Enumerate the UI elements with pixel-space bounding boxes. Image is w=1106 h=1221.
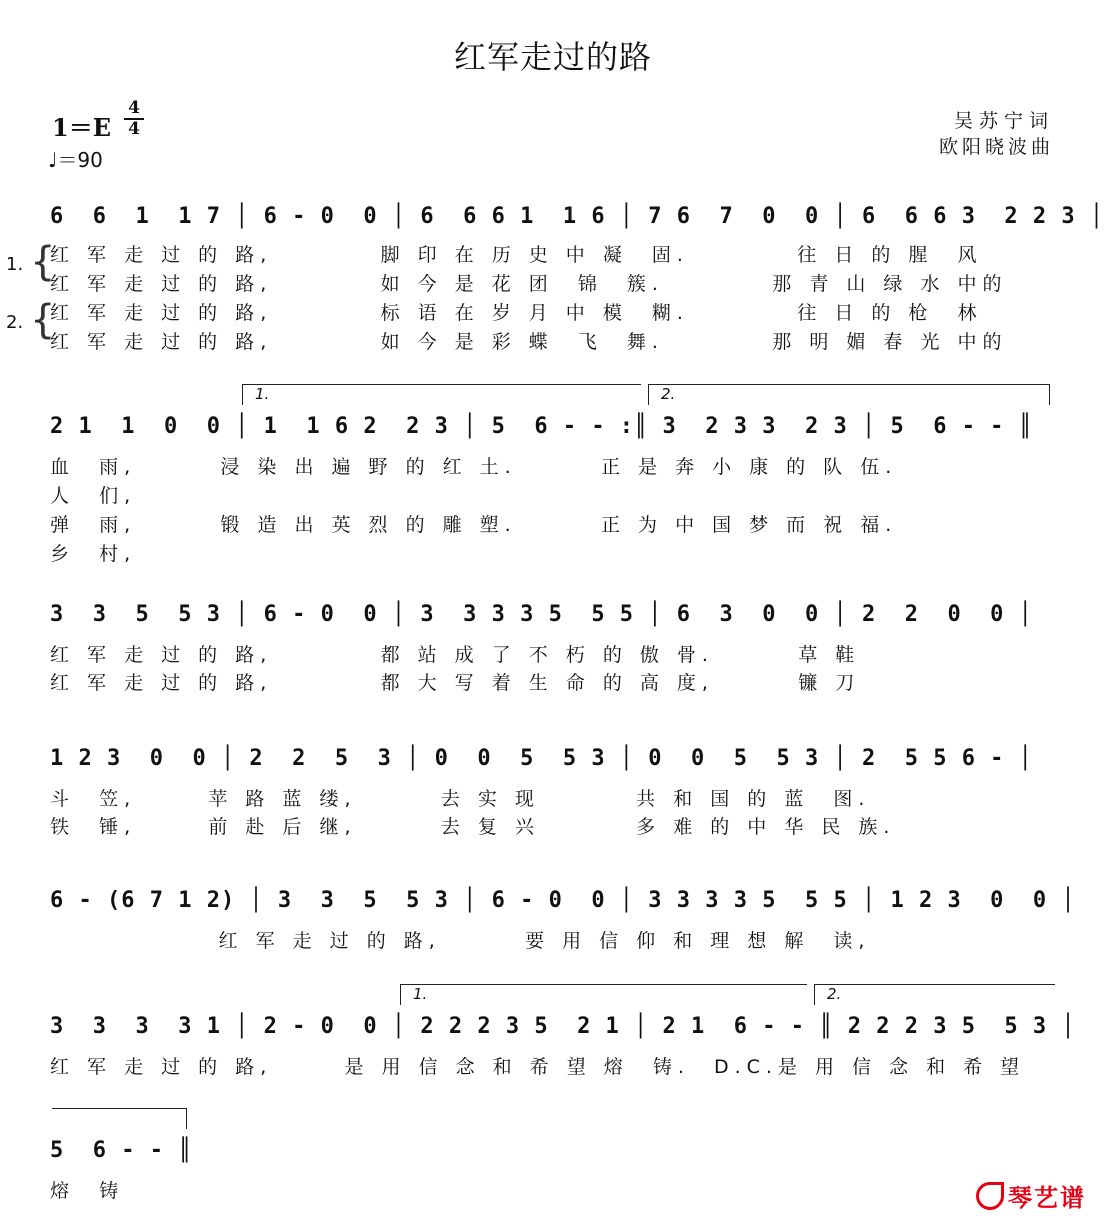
- lyric-line: 红 军 走 过 的 路, 都 大 写 着 生 命 的 高 度, 镰 刀: [50, 672, 861, 694]
- volta-bracket-1: [242, 384, 641, 405]
- lyric-line: 血 雨, 浸 染 出 遍 野 的 红 土. 正 是 奔 小 康 的 队 伍.: [50, 456, 898, 478]
- lyric-line: 弹 雨, 锻 造 出 英 烈 的 雕 塑. 正 为 中 国 梦 而 祝 福.: [50, 514, 898, 536]
- notation-line: 6 6 1 1 7 │ 6 - 0 0 │ 6 6 6 1 1 6 │ 7 6 7 0 0 │ 6 6 6 3 2 2 3 │: [50, 204, 1105, 229]
- lyric-line: 红 军 走 过 的 路, 如 今 是 花 团 锦 簇. 那 青 山 绿 水 中的: [50, 273, 1008, 295]
- verse-label-2: 2.: [6, 312, 24, 333]
- verse-brace-icon: {: [30, 239, 56, 285]
- lyric-line: 乡 村,: [50, 543, 137, 565]
- time-signature-bottom: 4: [128, 119, 140, 139]
- notation-line: 3 3 3 3 1 │ 2 - 0 0 │ 2 2 2 3 5 2 1 │ 2 1 6 - - ║ 2 2 2 3 5 5 3 │: [50, 1014, 1076, 1039]
- lyric-line: 熔 铸: [50, 1180, 125, 1202]
- volta-number: 2.: [827, 985, 842, 1003]
- lyric-line: 红 军 走 过 的 路, 是 用 信 念 和 希 望 熔 铸. D.C.是 用 信 念 和 希 望: [50, 1056, 1026, 1078]
- verse-label-1: 1.: [6, 254, 24, 275]
- notation-line: 1 2 3 0 0 │ 2 2 5 3 │ 0 0 5 5 3 │ 0 0 5 5 3 │ 2 5 5 6 - │: [50, 746, 1033, 771]
- verse-brace-icon: {: [30, 297, 56, 343]
- watermark-logo: [976, 1178, 1086, 1213]
- quarter-note-icon: ♩: [48, 148, 58, 172]
- lyric-line: 红 军 走 过 的 路, 都 站 成 了 不 朽 的 傲 骨. 草 鞋: [50, 644, 861, 666]
- logo-icon: [976, 1182, 1004, 1210]
- volta-bracket-2: [814, 984, 1055, 1005]
- volta-number: 1.: [255, 385, 270, 403]
- tie-bracket: [52, 1108, 187, 1129]
- lyric-line: 红 军 走 过 的 路, 标 语 在 岁 月 中 模 糊. 往 日 的 枪 林: [50, 302, 983, 324]
- lyric-line: 人 们,: [50, 485, 137, 507]
- volta-bracket-1: [400, 984, 807, 1005]
- lyricist-credit: 吴苏宁词: [953, 110, 1054, 132]
- time-signature-top: 4: [128, 98, 140, 118]
- volta-number: 2.: [661, 385, 676, 403]
- watermark-text: 琴艺谱: [1008, 1184, 1086, 1212]
- lyric-line: 铁 锤, 前 赴 后 继, 去 复 兴 多 难 的 中 华 民 族.: [50, 816, 896, 838]
- notation-line: 2 1 1 0 0 │ 1 1 6 2 2 3 │ 5 6 - - :║ 3 2 3 3 2 3 │ 5 6 - - ║: [50, 414, 1033, 439]
- time-signature: [124, 100, 144, 138]
- volta-bracket-2: [648, 384, 1050, 405]
- volta-number: 1.: [413, 985, 428, 1003]
- lyric-line: 红 军 走 过 的 路, 如 今 是 彩 蝶 飞 舞. 那 明 媚 春 光 中的: [50, 331, 1008, 353]
- lyric-line: 红 军 走 过 的 路, 要 用 信 仰 和 理 想 解 读,: [50, 930, 871, 952]
- lyric-line: 斗 笠, 苹 路 蓝 缕, 去 实 现 共 和 国 的 蓝 图.: [50, 788, 871, 810]
- song-title: 红军走过的路: [453, 38, 652, 76]
- key-signature: 1＝E: [52, 113, 111, 142]
- tempo-value: ＝90: [57, 148, 103, 172]
- composer-credit: 欧阳晓波曲: [938, 136, 1054, 158]
- tempo-marking: [48, 144, 103, 173]
- notation-line: 6 - (6 7 1 2) │ 3 3 5 5 3 │ 6 - 0 0 │ 3 3 3 3 5 5 5 │ 1 2 3 0 0 │: [50, 888, 1076, 913]
- lyric-line: 红 军 走 过 的 路, 脚 印 在 历 史 中 凝 固. 往 日 的 腥 风: [50, 244, 983, 266]
- notation-line: 5 6 - - ║: [50, 1138, 193, 1163]
- notation-line: 3 3 5 5 3 │ 6 - 0 0 │ 3 3 3 3 5 5 5 │ 6 3 0 0 │ 2 2 0 0 │: [50, 602, 1033, 627]
